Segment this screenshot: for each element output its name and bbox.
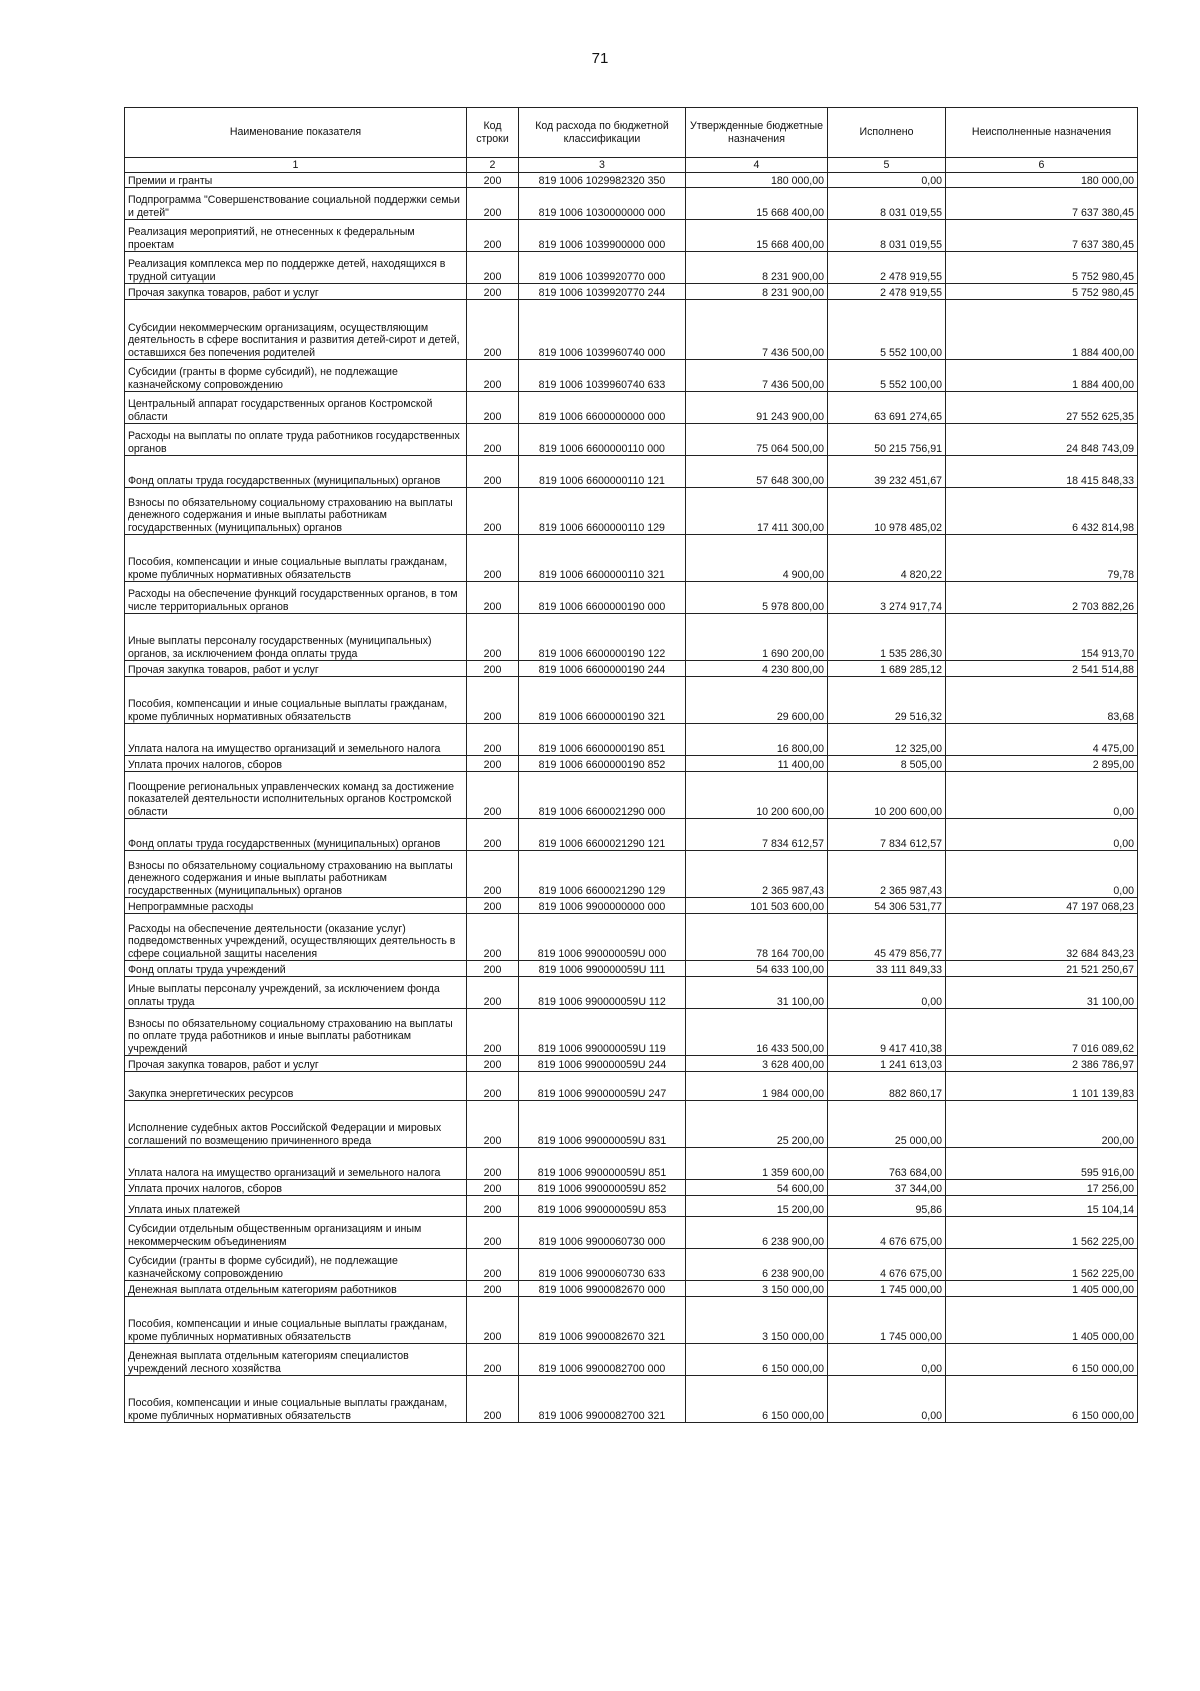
row-unexecuted: 1 884 400,00 (946, 360, 1138, 392)
table-row (125, 1196, 1138, 1217)
row-approved: 7 834 612,57 (686, 819, 828, 851)
row-approved: 15 200,00 (686, 1196, 828, 1217)
row-line-code: 200 (467, 424, 519, 456)
row-approved: 180 000,00 (686, 173, 828, 188)
row-unexecuted: 18 415 848,33 (946, 456, 1138, 488)
table-row (125, 677, 1138, 724)
row-line-code: 200 (467, 756, 519, 772)
row-line-code: 200 (467, 1056, 519, 1072)
row-budget-code: 819 1006 6600000110 321 (519, 535, 686, 582)
row-name: Взносы по обязательному социальному страхованию на выплаты денежного содержания и иные выплаты работникам государственных (муниципальных) органов (125, 488, 467, 535)
row-name: Подпрограмма "Совершенствование социальной поддержки семьи и детей" (125, 188, 467, 220)
table-row (125, 1217, 1138, 1249)
header-approved: Утвержденные бюджетные назначения (686, 108, 828, 158)
row-line-code: 200 (467, 392, 519, 424)
row-executed: 0,00 (828, 1344, 946, 1376)
row-name: Иные выплаты персоналу государственных (муниципальных) органов, за исключением фонда оплаты труда (125, 614, 467, 661)
row-line-code: 200 (467, 582, 519, 614)
table-row (125, 772, 1138, 819)
row-approved: 91 243 900,00 (686, 392, 828, 424)
row-unexecuted: 2 386 786,97 (946, 1056, 1138, 1072)
expenditure-table (124, 107, 1138, 1423)
row-executed: 37 344,00 (828, 1180, 946, 1196)
row-budget-code: 819 1006 990000059U 111 (519, 961, 686, 977)
row-name: Фонд оплаты труда государственных (муниципальных) органов (125, 819, 467, 851)
row-name: Непрограммные расходы (125, 898, 467, 914)
row-name: Фонд оплаты труда государственных (муниципальных) органов (125, 456, 467, 488)
row-approved: 3 150 000,00 (686, 1297, 828, 1344)
row-unexecuted: 1 884 400,00 (946, 300, 1138, 360)
row-executed: 4 820,22 (828, 535, 946, 582)
table-row (125, 1148, 1138, 1180)
table-row (125, 898, 1138, 914)
table-row (125, 582, 1138, 614)
row-approved: 10 200 600,00 (686, 772, 828, 819)
table-row (125, 424, 1138, 456)
row-line-code: 200 (467, 173, 519, 188)
row-budget-code: 819 1006 9900000000 000 (519, 898, 686, 914)
row-executed: 33 111 849,33 (828, 961, 946, 977)
row-line-code: 200 (467, 614, 519, 661)
row-budget-code: 819 1006 6600000110 129 (519, 488, 686, 535)
row-unexecuted: 27 552 625,35 (946, 392, 1138, 424)
row-executed: 5 552 100,00 (828, 300, 946, 360)
row-name: Взносы по обязательному социальному страхованию на выплаты денежного содержания и иные выплаты работникам государственных (муниципальных) органов (125, 851, 467, 898)
header-row (125, 108, 1138, 158)
row-unexecuted: 7 637 380,45 (946, 220, 1138, 252)
row-approved: 3 150 000,00 (686, 1281, 828, 1297)
header-budget-code: Код расхода по бюджетной классификации (519, 108, 686, 158)
row-line-code: 200 (467, 252, 519, 284)
row-name: Поощрение региональных управленческих команд за достижение показателей деятельности исполнительных органов Костромской области (125, 772, 467, 819)
table-row (125, 284, 1138, 300)
row-name: Уплата налога на имущество организаций и земельного налога (125, 1148, 467, 1180)
table-row (125, 661, 1138, 677)
row-budget-code: 819 1006 990000059U 247 (519, 1072, 686, 1101)
row-approved: 29 600,00 (686, 677, 828, 724)
row-executed: 39 232 451,67 (828, 456, 946, 488)
row-approved: 16 800,00 (686, 724, 828, 756)
row-executed: 1 535 286,30 (828, 614, 946, 661)
row-executed: 1 241 613,03 (828, 1056, 946, 1072)
table-row (125, 1376, 1138, 1423)
row-approved: 15 668 400,00 (686, 220, 828, 252)
row-approved: 54 633 100,00 (686, 961, 828, 977)
row-line-code: 200 (467, 1101, 519, 1148)
row-unexecuted: 2 541 514,88 (946, 661, 1138, 677)
row-executed: 29 516,32 (828, 677, 946, 724)
row-budget-code: 819 1006 9900082700 000 (519, 1344, 686, 1376)
table-row (125, 1249, 1138, 1281)
row-executed: 63 691 274,65 (828, 392, 946, 424)
row-executed: 5 552 100,00 (828, 360, 946, 392)
row-budget-code: 819 1006 990000059U 853 (519, 1196, 686, 1217)
row-approved: 6 150 000,00 (686, 1376, 828, 1423)
row-budget-code: 819 1006 6600000190 244 (519, 661, 686, 677)
row-name: Взносы по обязательному социальному страхованию на выплаты по оплате труда работников и иные выплаты работникам учреждений (125, 1009, 467, 1056)
row-unexecuted: 17 256,00 (946, 1180, 1138, 1196)
row-unexecuted: 6 432 814,98 (946, 488, 1138, 535)
row-line-code: 200 (467, 661, 519, 677)
row-line-code: 200 (467, 488, 519, 535)
table-row (125, 300, 1138, 360)
row-unexecuted: 31 100,00 (946, 977, 1138, 1009)
row-unexecuted: 0,00 (946, 772, 1138, 819)
row-unexecuted: 83,68 (946, 677, 1138, 724)
row-executed: 1 745 000,00 (828, 1281, 946, 1297)
row-budget-code: 819 1006 6600000190 122 (519, 614, 686, 661)
row-executed: 2 478 919,55 (828, 284, 946, 300)
row-line-code: 200 (467, 456, 519, 488)
column-number: 1 (125, 158, 467, 173)
table-row (125, 1281, 1138, 1297)
row-budget-code: 819 1006 6600000110 121 (519, 456, 686, 488)
row-budget-code: 819 1006 990000059U 112 (519, 977, 686, 1009)
row-name: Расходы на выплаты по оплате труда работников государственных органов (125, 424, 467, 456)
column-number: 5 (828, 158, 946, 173)
row-line-code: 200 (467, 977, 519, 1009)
row-line-code: 200 (467, 188, 519, 220)
column-number: 4 (686, 158, 828, 173)
row-name: Пособия, компенсации и иные социальные выплаты гражданам, кроме публичных нормативных обязательств (125, 677, 467, 724)
row-line-code: 200 (467, 1180, 519, 1196)
row-executed: 3 274 917,74 (828, 582, 946, 614)
row-line-code: 200 (467, 1009, 519, 1056)
row-name: Закупка энергетических ресурсов (125, 1072, 467, 1101)
header-name: Наименование показателя (125, 108, 467, 158)
table-row (125, 1180, 1138, 1196)
row-budget-code: 819 1006 990000059U 851 (519, 1148, 686, 1180)
header-executed: Исполнено (828, 108, 946, 158)
row-budget-code: 819 1006 1039960740 000 (519, 300, 686, 360)
row-name: Пособия, компенсации и иные социальные выплаты гражданам, кроме публичных нормативных обязательств (125, 1297, 467, 1344)
row-budget-code: 819 1006 6600000190 321 (519, 677, 686, 724)
table-row (125, 756, 1138, 772)
row-line-code: 200 (467, 819, 519, 851)
row-line-code: 200 (467, 1072, 519, 1101)
row-unexecuted: 79,78 (946, 535, 1138, 582)
row-budget-code: 819 1006 9900060730 633 (519, 1249, 686, 1281)
row-line-code: 200 (467, 284, 519, 300)
table-row (125, 252, 1138, 284)
row-name: Денежная выплата отдельным категориям работников (125, 1281, 467, 1297)
row-executed: 8 031 019,55 (828, 220, 946, 252)
row-executed: 7 834 612,57 (828, 819, 946, 851)
row-unexecuted: 0,00 (946, 851, 1138, 898)
row-approved: 101 503 600,00 (686, 898, 828, 914)
row-executed: 4 676 675,00 (828, 1217, 946, 1249)
row-budget-code: 819 1006 990000059U 244 (519, 1056, 686, 1072)
table-row (125, 173, 1138, 188)
row-name: Субсидии (гранты в форме субсидий), не подлежащие казначейскому сопровождению (125, 360, 467, 392)
row-line-code: 200 (467, 1281, 519, 1297)
row-line-code: 200 (467, 535, 519, 582)
row-name: Прочая закупка товаров, работ и услуг (125, 1056, 467, 1072)
row-name: Исполнение судебных актов Российской Федерации и мировых соглашений по возмещению причиненного вреда (125, 1101, 467, 1148)
row-line-code: 200 (467, 220, 519, 252)
row-unexecuted: 0,00 (946, 819, 1138, 851)
table-row (125, 360, 1138, 392)
row-name: Денежная выплата отдельным категориям специалистов учреждений лесного хозяйства (125, 1344, 467, 1376)
row-line-code: 200 (467, 961, 519, 977)
header-line-code: Код строки (467, 108, 519, 158)
row-budget-code: 819 1006 990000059U 831 (519, 1101, 686, 1148)
row-line-code: 200 (467, 1376, 519, 1423)
row-unexecuted: 6 150 000,00 (946, 1376, 1138, 1423)
table-row (125, 456, 1138, 488)
row-name: Прочая закупка товаров, работ и услуг (125, 661, 467, 677)
row-budget-code: 819 1006 9900060730 000 (519, 1217, 686, 1249)
row-unexecuted: 1 562 225,00 (946, 1217, 1138, 1249)
row-budget-code: 819 1006 6600021290 121 (519, 819, 686, 851)
row-unexecuted: 200,00 (946, 1101, 1138, 1148)
row-budget-code: 819 1006 1030000000 000 (519, 188, 686, 220)
row-unexecuted: 21 521 250,67 (946, 961, 1138, 977)
row-name: Уплата прочих налогов, сборов (125, 756, 467, 772)
row-approved: 8 231 900,00 (686, 284, 828, 300)
row-name: Расходы на обеспечение функций государственных органов, в том числе территориальных органов (125, 582, 467, 614)
table-row (125, 188, 1138, 220)
page-number: 71 (591, 50, 609, 67)
row-unexecuted: 1 405 000,00 (946, 1297, 1138, 1344)
row-executed: 10 200 600,00 (828, 772, 946, 819)
row-executed: 882 860,17 (828, 1072, 946, 1101)
row-budget-code: 819 1006 6600000110 000 (519, 424, 686, 456)
row-name: Уплата иных платежей (125, 1196, 467, 1217)
header-unexecuted: Неисполненные назначения (946, 108, 1138, 158)
column-number: 2 (467, 158, 519, 173)
row-name: Пособия, компенсации и иные социальные выплаты гражданам, кроме публичных нормативных обязательств (125, 535, 467, 582)
row-line-code: 200 (467, 914, 519, 961)
table-row (125, 488, 1138, 535)
row-unexecuted: 7 637 380,45 (946, 188, 1138, 220)
row-budget-code: 819 1006 6600021290 000 (519, 772, 686, 819)
row-approved: 6 150 000,00 (686, 1344, 828, 1376)
row-line-code: 200 (467, 677, 519, 724)
row-approved: 2 365 987,43 (686, 851, 828, 898)
row-budget-code: 819 1006 990000059U 000 (519, 914, 686, 961)
row-approved: 1 984 000,00 (686, 1072, 828, 1101)
table-row (125, 392, 1138, 424)
column-number-row (125, 158, 1138, 173)
row-line-code: 200 (467, 360, 519, 392)
row-name: Прочая закупка товаров, работ и услуг (125, 284, 467, 300)
row-approved: 31 100,00 (686, 977, 828, 1009)
row-approved: 17 411 300,00 (686, 488, 828, 535)
row-unexecuted: 4 475,00 (946, 724, 1138, 756)
table-row (125, 724, 1138, 756)
table-row (125, 1056, 1138, 1072)
row-executed: 50 215 756,91 (828, 424, 946, 456)
table-row (125, 1344, 1138, 1376)
row-name: Фонд оплаты труда учреждений (125, 961, 467, 977)
row-name: Пособия, компенсации и иные социальные выплаты гражданам, кроме публичных нормативных обязательств (125, 1376, 467, 1423)
row-line-code: 200 (467, 1148, 519, 1180)
table-row (125, 220, 1138, 252)
row-name: Центральный аппарат государственных органов Костромской области (125, 392, 467, 424)
table-row (125, 977, 1138, 1009)
row-approved: 25 200,00 (686, 1101, 828, 1148)
table-row (125, 1101, 1138, 1148)
row-approved: 6 238 900,00 (686, 1249, 828, 1281)
row-approved: 78 164 700,00 (686, 914, 828, 961)
row-executed: 1 689 285,12 (828, 661, 946, 677)
row-approved: 1 359 600,00 (686, 1148, 828, 1180)
table-row (125, 1072, 1138, 1101)
row-budget-code: 819 1006 1039920770 244 (519, 284, 686, 300)
row-line-code: 200 (467, 772, 519, 819)
row-executed: 12 325,00 (828, 724, 946, 756)
row-unexecuted: 7 016 089,62 (946, 1009, 1138, 1056)
row-executed: 0,00 (828, 1376, 946, 1423)
row-name: Субсидии отдельным общественным организациям и иным некоммерческим объединениям (125, 1217, 467, 1249)
row-executed: 9 417 410,38 (828, 1009, 946, 1056)
row-unexecuted: 180 000,00 (946, 173, 1138, 188)
row-unexecuted: 24 848 743,09 (946, 424, 1138, 456)
row-budget-code: 819 1006 1039900000 000 (519, 220, 686, 252)
table-row (125, 914, 1138, 961)
row-executed: 2 478 919,55 (828, 252, 946, 284)
table-row (125, 961, 1138, 977)
row-unexecuted: 32 684 843,23 (946, 914, 1138, 961)
row-executed: 54 306 531,77 (828, 898, 946, 914)
row-name: Субсидии некоммерческим организациям, осуществляющим деятельность в сфере воспитания и развития детей-сирот и детей, оставшихся без попечения родителей (125, 300, 467, 360)
row-budget-code: 819 1006 6600000190 852 (519, 756, 686, 772)
row-approved: 7 436 500,00 (686, 300, 828, 360)
row-unexecuted: 1 101 139,83 (946, 1072, 1138, 1101)
row-approved: 3 628 400,00 (686, 1056, 828, 1072)
row-unexecuted: 1 405 000,00 (946, 1281, 1138, 1297)
column-number: 6 (946, 158, 1138, 173)
row-approved: 6 238 900,00 (686, 1217, 828, 1249)
row-name: Расходы на обеспечение деятельности (оказание услуг) подведомственных учреждений, осуществляющих деятельность в сфере социальной защиты населения (125, 914, 467, 961)
table-row (125, 819, 1138, 851)
row-approved: 4 230 800,00 (686, 661, 828, 677)
row-line-code: 200 (467, 1249, 519, 1281)
row-name: Премии и гранты (125, 173, 467, 188)
row-line-code: 200 (467, 898, 519, 914)
row-executed: 763 684,00 (828, 1148, 946, 1180)
row-approved: 1 690 200,00 (686, 614, 828, 661)
row-executed: 10 978 485,02 (828, 488, 946, 535)
row-budget-code: 819 1006 6600000190 000 (519, 582, 686, 614)
row-budget-code: 819 1006 9900082700 321 (519, 1376, 686, 1423)
table-row (125, 851, 1138, 898)
table-body (125, 173, 1138, 1423)
row-line-code: 200 (467, 1217, 519, 1249)
row-approved: 57 648 300,00 (686, 456, 828, 488)
row-unexecuted: 2 895,00 (946, 756, 1138, 772)
table-row (125, 614, 1138, 661)
row-line-code: 200 (467, 724, 519, 756)
table-row (125, 1297, 1138, 1344)
row-budget-code: 819 1006 1039920770 000 (519, 252, 686, 284)
column-number: 3 (519, 158, 686, 173)
row-budget-code: 819 1006 9900082670 321 (519, 1297, 686, 1344)
table-row (125, 535, 1138, 582)
row-budget-code: 819 1006 990000059U 852 (519, 1180, 686, 1196)
row-executed: 4 676 675,00 (828, 1249, 946, 1281)
row-executed: 1 745 000,00 (828, 1297, 946, 1344)
row-approved: 8 231 900,00 (686, 252, 828, 284)
row-approved: 5 978 800,00 (686, 582, 828, 614)
row-name: Иные выплаты персоналу учреждений, за исключением фонда оплаты труда (125, 977, 467, 1009)
row-budget-code: 819 1006 990000059U 119 (519, 1009, 686, 1056)
row-approved: 7 436 500,00 (686, 360, 828, 392)
row-executed: 25 000,00 (828, 1101, 946, 1148)
row-unexecuted: 595 916,00 (946, 1148, 1138, 1180)
row-executed: 2 365 987,43 (828, 851, 946, 898)
row-executed: 0,00 (828, 173, 946, 188)
row-approved: 15 668 400,00 (686, 188, 828, 220)
row-line-code: 200 (467, 1344, 519, 1376)
row-approved: 4 900,00 (686, 535, 828, 582)
row-line-code: 200 (467, 1196, 519, 1217)
row-approved: 75 064 500,00 (686, 424, 828, 456)
row-unexecuted: 1 562 225,00 (946, 1249, 1138, 1281)
row-budget-code: 819 1006 6600000190 851 (519, 724, 686, 756)
row-budget-code: 819 1006 1029982320 350 (519, 173, 686, 188)
row-line-code: 200 (467, 851, 519, 898)
row-approved: 54 600,00 (686, 1180, 828, 1196)
row-approved: 16 433 500,00 (686, 1009, 828, 1056)
row-unexecuted: 2 703 882,26 (946, 582, 1138, 614)
row-line-code: 200 (467, 300, 519, 360)
row-name: Субсидии (гранты в форме субсидий), не подлежащие казначейскому сопровождению (125, 1249, 467, 1281)
row-budget-code: 819 1006 6600000000 000 (519, 392, 686, 424)
row-unexecuted: 5 752 980,45 (946, 284, 1138, 300)
row-executed: 95,86 (828, 1196, 946, 1217)
row-name: Реализация мероприятий, не отнесенных к федеральным проектам (125, 220, 467, 252)
row-name: Уплата налога на имущество организаций и земельного налога (125, 724, 467, 756)
row-line-code: 200 (467, 1297, 519, 1344)
row-budget-code: 819 1006 9900082670 000 (519, 1281, 686, 1297)
row-executed: 45 479 856,77 (828, 914, 946, 961)
table-row (125, 1009, 1138, 1056)
row-unexecuted: 154 913,70 (946, 614, 1138, 661)
row-unexecuted: 5 752 980,45 (946, 252, 1138, 284)
row-name: Реализация комплекса мер по поддержке детей, находящихся в трудной ситуации (125, 252, 467, 284)
row-unexecuted: 47 197 068,23 (946, 898, 1138, 914)
row-executed: 0,00 (828, 977, 946, 1009)
row-budget-code: 819 1006 6600021290 129 (519, 851, 686, 898)
row-unexecuted: 15 104,14 (946, 1196, 1138, 1217)
row-name: Уплата прочих налогов, сборов (125, 1180, 467, 1196)
row-executed: 8 031 019,55 (828, 188, 946, 220)
row-budget-code: 819 1006 1039960740 633 (519, 360, 686, 392)
row-executed: 8 505,00 (828, 756, 946, 772)
row-approved: 11 400,00 (686, 756, 828, 772)
row-unexecuted: 6 150 000,00 (946, 1344, 1138, 1376)
